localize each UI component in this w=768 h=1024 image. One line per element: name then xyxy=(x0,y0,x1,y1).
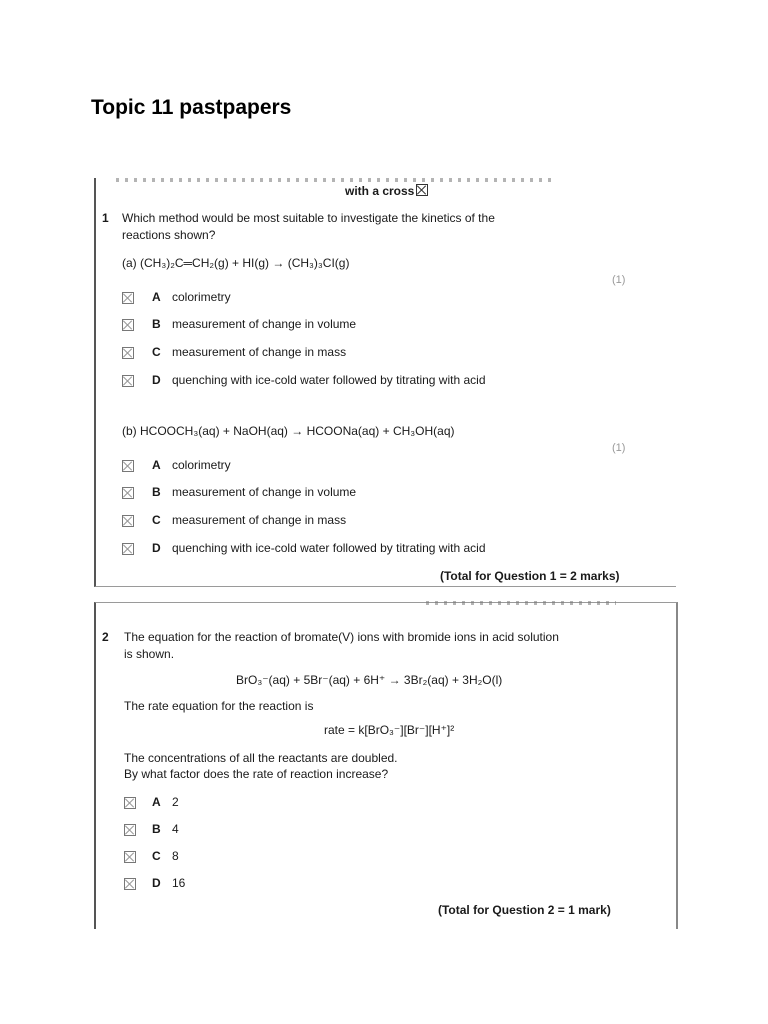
option-letter: B xyxy=(152,317,161,331)
option-letter: A xyxy=(152,458,161,472)
part-b-marks: (1) xyxy=(612,442,626,454)
rate-equation: rate = k[BrO₃⁻][Br⁻][H⁺]² xyxy=(324,723,455,737)
option-text: quenching with ice-cold water followed by titrating with acid xyxy=(172,541,486,555)
option-letter: A xyxy=(152,290,161,304)
question-text-line1: The concentrations of all the reactants are doubled. xyxy=(124,751,398,765)
answer-checkbox[interactable] xyxy=(124,797,136,809)
option-text: 16 xyxy=(172,876,186,890)
page-title: Topic 11 pastpapers xyxy=(91,96,292,119)
answer-checkbox[interactable] xyxy=(122,543,134,555)
question-1-total: (Total for Question 1 = 2 marks) xyxy=(440,569,620,583)
answer-checkbox[interactable] xyxy=(124,824,136,836)
cropped-text-remnant xyxy=(426,601,616,605)
option-text: 2 xyxy=(172,795,179,809)
option-letter: A xyxy=(152,795,161,809)
option-text: measurement of change in mass xyxy=(172,513,347,527)
answer-checkbox[interactable] xyxy=(122,375,134,387)
option-text: measurement of change in volume xyxy=(172,485,357,499)
answer-checkbox[interactable] xyxy=(122,319,134,331)
option-text: 8 xyxy=(172,849,179,863)
answer-checkbox[interactable] xyxy=(122,292,134,304)
answer-checkbox[interactable] xyxy=(122,515,134,527)
question-stem-line1: The equation for the reaction of bromate(V) ions with bromide ions in acid solution xyxy=(124,630,559,644)
answer-checkbox[interactable] xyxy=(124,878,136,890)
question-2-card xyxy=(94,602,678,929)
rate-intro: The rate equation for the reaction is xyxy=(124,699,314,713)
question-text-line2: By what factor does the rate of reaction increase? xyxy=(124,767,389,781)
question-2-total: (Total for Question 2 = 1 mark) xyxy=(438,903,611,917)
option-text: colorimetry xyxy=(172,290,231,304)
answer-checkbox[interactable] xyxy=(124,851,136,863)
cross-box-icon xyxy=(416,184,428,196)
part-b-equation: (b) HCOOCH₃(aq) + NaOH(aq) → HCOONa(aq) + CH₃OH(aq) xyxy=(122,424,455,438)
option-text: measurement of change in volume xyxy=(172,317,357,331)
option-letter: B xyxy=(152,822,161,836)
question-stem-line2: reactions shown? xyxy=(122,228,216,242)
option-letter: D xyxy=(152,541,161,555)
option-text: measurement of change in mass xyxy=(172,345,347,359)
question-stem-line2: is shown. xyxy=(124,647,175,661)
part-a-equation: (a) (CH₃)₂C═CH₂(g) + HI(g) → (CH₃)₃CI(g) xyxy=(122,256,350,270)
option-letter: C xyxy=(152,513,161,527)
cropped-text-remnant xyxy=(116,178,556,182)
part-a-marks: (1) xyxy=(612,274,626,286)
question-1-card xyxy=(94,178,676,587)
option-letter: D xyxy=(152,876,161,890)
option-letter: C xyxy=(152,345,161,359)
answer-checkbox[interactable] xyxy=(122,347,134,359)
answer-checkbox[interactable] xyxy=(122,487,134,499)
question-number: 2 xyxy=(102,630,109,644)
option-letter: C xyxy=(152,849,161,863)
instruction-text: with a cross xyxy=(345,184,428,198)
option-text: colorimetry xyxy=(172,458,231,472)
option-text: 4 xyxy=(172,822,179,836)
option-letter: B xyxy=(152,485,161,499)
option-letter: D xyxy=(152,373,161,387)
question-stem-line1: Which method would be most suitable to investigate the kinetics of the xyxy=(122,211,495,225)
option-text: quenching with ice-cold water followed by titrating with acid xyxy=(172,373,486,387)
answer-checkbox[interactable] xyxy=(122,460,134,472)
reaction-equation: BrO₃⁻(aq) + 5Br⁻(aq) + 6H⁺ → 3Br₂(aq) + 3H₂O(l) xyxy=(236,673,503,687)
question-number: 1 xyxy=(102,211,109,225)
